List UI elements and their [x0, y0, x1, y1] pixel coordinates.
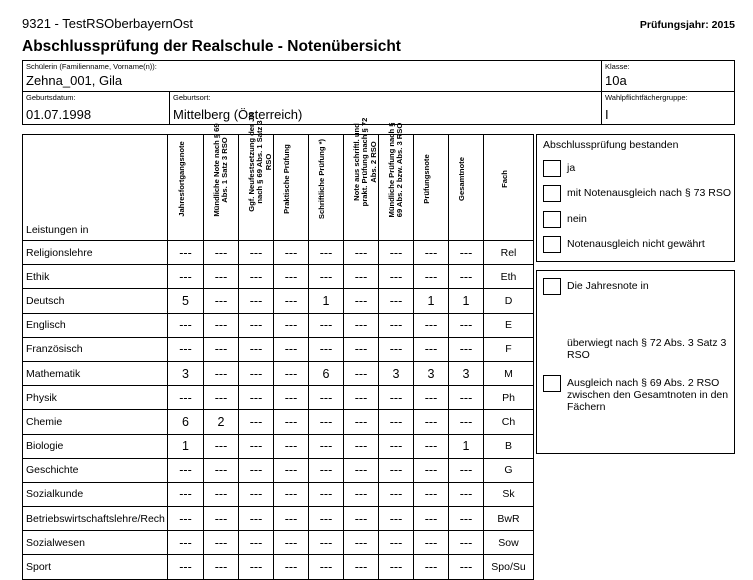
- subject-name: Sozialkunde: [23, 482, 168, 506]
- grade-cell: ---: [309, 434, 344, 458]
- grade-cell: ---: [204, 241, 239, 265]
- subject-name: Ethik: [23, 265, 168, 289]
- grade-cell: ---: [344, 410, 379, 434]
- grade-cell: ---: [449, 458, 484, 482]
- grade-cell: ---: [449, 241, 484, 265]
- grade-cell: ---: [449, 482, 484, 506]
- passed-yes-checkbox[interactable]: [543, 160, 561, 177]
- grade-cell: ---: [309, 337, 344, 361]
- column-header-label: Note aus schriftl. und prakt. Prüfung nach § 72 Abs. 2 RSO: [352, 117, 378, 207]
- grade-cell: ---: [449, 410, 484, 434]
- grade-cell: ---: [204, 555, 239, 579]
- grade-cell: 1: [414, 289, 449, 313]
- grade-cell: ---: [274, 434, 309, 458]
- grade-cell: 1: [449, 434, 484, 458]
- birth-place-label: Geburtsort:: [173, 93, 211, 102]
- grade-cell: ---: [379, 434, 414, 458]
- table-row: [23, 458, 534, 482]
- grade-cell: ---: [239, 410, 274, 434]
- grade-cell: ---: [274, 337, 309, 361]
- grade-cell: ---: [414, 531, 449, 555]
- grade-cell: ---: [379, 555, 414, 579]
- column-header-7: [414, 135, 449, 241]
- grade-cell: ---: [379, 507, 414, 531]
- grade-cell: ---: [309, 482, 344, 506]
- passed-no-label: nein: [567, 213, 587, 225]
- grade-cell: ---: [204, 507, 239, 531]
- class-value: 10a: [605, 73, 627, 88]
- elective-group-label: Wahlpflichtfächergruppe:: [605, 93, 688, 102]
- subject-name: Mathematik: [23, 361, 168, 385]
- student-name-field: [22, 60, 602, 92]
- grade-cell: ---: [274, 241, 309, 265]
- subject-abbreviation: BwR: [484, 507, 534, 531]
- grade-cell: ---: [204, 386, 239, 410]
- exam-year: Prüfungsjahr: 2015: [639, 19, 735, 31]
- grade-cell: 1: [449, 289, 484, 313]
- grade-cell: ---: [414, 434, 449, 458]
- grade-cell: ---: [204, 289, 239, 313]
- grade-cell: 3: [414, 361, 449, 385]
- exam-passed-title: Abschlussprüfung bestanden: [543, 139, 679, 151]
- grade-cell: ---: [449, 531, 484, 555]
- birth-date-value: 01.07.1998: [26, 107, 92, 122]
- grade-cell: ---: [344, 482, 379, 506]
- grade-cell: ---: [274, 289, 309, 313]
- grade-cell: ---: [344, 555, 379, 579]
- grade-cell: ---: [239, 289, 274, 313]
- grade-cell: ---: [168, 507, 204, 531]
- grade-cell: ---: [414, 458, 449, 482]
- grade-cell: 3: [379, 361, 414, 385]
- grade-cell: ---: [168, 555, 204, 579]
- grade-cell: ---: [204, 482, 239, 506]
- subject-abbreviation: Sow: [484, 531, 534, 555]
- grade-cell: ---: [449, 386, 484, 410]
- grade-cell: ---: [168, 531, 204, 555]
- grade-cell: ---: [344, 458, 379, 482]
- grade-cell: ---: [239, 531, 274, 555]
- grade-cell: ---: [309, 241, 344, 265]
- column-header-label: Ggf. Neufestsetzung der JN nach § 69 Abs. 1 Satz 3 RSO: [247, 112, 273, 212]
- grade-cell: ---: [344, 265, 379, 289]
- subject-name: Geschichte: [23, 458, 168, 482]
- grade-cell: ---: [239, 482, 274, 506]
- birth-date-label: Geburtsdatum:: [26, 93, 76, 102]
- subject-abbreviation: Rel: [484, 241, 534, 265]
- grade-cell: ---: [414, 265, 449, 289]
- column-header-6: [379, 122, 414, 241]
- elective-group-value: I: [605, 107, 609, 122]
- grade-cell: ---: [379, 482, 414, 506]
- grade-cell: ---: [204, 337, 239, 361]
- subject-abbreviation: D: [484, 289, 534, 313]
- grade-cell: ---: [449, 555, 484, 579]
- table-row: [23, 313, 534, 337]
- table-row: [23, 555, 534, 579]
- column-header-label: Fach: [499, 169, 509, 188]
- column-header-label: Prüfungsnote: [422, 153, 431, 204]
- subject-abbreviation: Eth: [484, 265, 534, 289]
- column-header-0: [168, 135, 204, 241]
- table-row: [23, 434, 534, 458]
- class-field: [601, 60, 735, 92]
- column-header-label: Jahresfortgangsnote: [176, 140, 186, 217]
- grade-cell: ---: [204, 531, 239, 555]
- subject-name: Englisch: [23, 313, 168, 337]
- grade-cell: 3: [449, 361, 484, 385]
- grade-cell: ---: [414, 482, 449, 506]
- grade-cell: ---: [168, 386, 204, 410]
- grades-header-row: [23, 135, 534, 241]
- table-row: [23, 289, 534, 313]
- grade-cell: ---: [414, 507, 449, 531]
- grade-cell: ---: [379, 386, 414, 410]
- grade-cell: ---: [344, 434, 379, 458]
- subject-abbreviation: F: [484, 337, 534, 361]
- no-compensation-checkbox[interactable]: [543, 236, 561, 253]
- table-row: [23, 361, 534, 385]
- compensation-label: Ausgleich nach § 69 Abs. 2 RSO zwischen den Gesamtnoten in den Fächern: [567, 377, 729, 413]
- elective-group-field: [601, 91, 735, 125]
- grade-cell: ---: [274, 313, 309, 337]
- grade-cell: ---: [168, 482, 204, 506]
- grade-cell: ---: [274, 555, 309, 579]
- grade-cell: ---: [449, 337, 484, 361]
- grade-cell: ---: [379, 289, 414, 313]
- grade-cell: ---: [379, 410, 414, 434]
- grade-cell: ---: [239, 337, 274, 361]
- grade-cell: ---: [344, 531, 379, 555]
- subject-name: Chemie: [23, 410, 168, 434]
- annual-grade-checkbox[interactable]: [543, 278, 561, 295]
- grade-cell: ---: [309, 531, 344, 555]
- exam-passed-panel: [536, 134, 735, 262]
- grade-cell: ---: [274, 507, 309, 531]
- grade-cell: ---: [379, 531, 414, 555]
- grade-cell: ---: [168, 313, 204, 337]
- subject-abbreviation: B: [484, 434, 534, 458]
- table-row: [23, 386, 534, 410]
- grade-cell: ---: [168, 265, 204, 289]
- grade-cell: ---: [379, 241, 414, 265]
- grade-cell: ---: [309, 410, 344, 434]
- subject-abbreviation: M: [484, 361, 534, 385]
- grade-cell: 1: [168, 434, 204, 458]
- subject-name: Deutsch: [23, 289, 168, 313]
- column-header-2: [239, 112, 274, 241]
- grade-cell: ---: [274, 458, 309, 482]
- grade-cell: ---: [344, 289, 379, 313]
- grade-cell: ---: [239, 265, 274, 289]
- grade-cell: ---: [449, 507, 484, 531]
- grade-cell: 2: [204, 410, 239, 434]
- grade-cell: ---: [344, 386, 379, 410]
- table-row: [23, 531, 534, 555]
- grade-cell: ---: [239, 555, 274, 579]
- grade-cell: ---: [239, 458, 274, 482]
- grade-cell: ---: [239, 434, 274, 458]
- no-compensation-label: Notenausgleich nicht gewährt: [567, 238, 705, 250]
- subject-name: Biologie: [23, 434, 168, 458]
- birth-date-field: [22, 91, 170, 125]
- compensation-checkbox[interactable]: [543, 375, 561, 392]
- passed-compensation-label: mit Notenausgleich nach § 73 RSO: [567, 187, 732, 199]
- subject-abbreviation: Spo/Su: [484, 555, 534, 579]
- grade-cell: ---: [309, 386, 344, 410]
- column-header-label: Mündliche Prüfung nach § 69 Abs. 2 bzw. Abs. 3 RSO: [387, 122, 405, 218]
- grade-cell: ---: [239, 241, 274, 265]
- subject-name: Betriebswirtschaftslehre/Rech: [23, 507, 168, 531]
- grade-cell: 6: [309, 361, 344, 385]
- grade-cell: ---: [204, 458, 239, 482]
- grade-cell: ---: [379, 265, 414, 289]
- subject-name: Religionslehre: [23, 241, 168, 265]
- grade-cell: ---: [379, 458, 414, 482]
- subject-name: Französisch: [23, 337, 168, 361]
- column-header-label: Gesamtnote: [457, 156, 466, 201]
- grade-cell: ---: [274, 386, 309, 410]
- grade-cell: ---: [309, 313, 344, 337]
- grade-cell: 5: [168, 289, 204, 313]
- grade-cell: ---: [414, 555, 449, 579]
- annual-grade-panel: [536, 270, 735, 454]
- grade-cell: ---: [414, 241, 449, 265]
- grade-cell: ---: [274, 410, 309, 434]
- grade-cell: ---: [449, 265, 484, 289]
- subject-abbreviation: G: [484, 458, 534, 482]
- column-header-4: [309, 135, 344, 241]
- birth-place-field: [169, 91, 602, 125]
- table-row: [23, 410, 534, 434]
- column-header-1: [204, 123, 239, 241]
- subject-name: Sport: [23, 555, 168, 579]
- column-header-8: [449, 135, 484, 241]
- grade-cell: ---: [239, 386, 274, 410]
- grades-table-body: [23, 241, 534, 580]
- page-title: Abschlussprüfung der Realschule - Notenübersicht: [22, 38, 401, 55]
- subject-name: Physik: [23, 386, 168, 410]
- grade-cell: ---: [309, 265, 344, 289]
- grade-cell: ---: [414, 410, 449, 434]
- grade-cell: 3: [168, 361, 204, 385]
- grade-cell: 1: [309, 289, 344, 313]
- grade-cell: ---: [274, 265, 309, 289]
- grade-cell: ---: [274, 482, 309, 506]
- grade-cell: ---: [239, 313, 274, 337]
- table-row: [23, 482, 534, 506]
- column-header-label: Schriftliche Prüfung *): [317, 138, 326, 219]
- table-row: [23, 265, 534, 289]
- grade-cell: ---: [414, 337, 449, 361]
- annual-grade-label: Die Jahresnote in: [567, 280, 649, 292]
- grade-cell: ---: [204, 313, 239, 337]
- grade-cell: ---: [414, 313, 449, 337]
- table-row: [23, 337, 534, 361]
- grade-cell: ---: [274, 531, 309, 555]
- subject-abbreviation: E: [484, 313, 534, 337]
- subject-abbreviation: Ch: [484, 410, 534, 434]
- grade-cell: ---: [344, 361, 379, 385]
- student-name-label: Schülerin (Familienname, Vorname(n)):: [26, 62, 157, 71]
- grade-cell: ---: [239, 507, 274, 531]
- grade-cell: ---: [239, 361, 274, 385]
- grade-cell: ---: [168, 241, 204, 265]
- grade-cell: ---: [274, 361, 309, 385]
- passed-compensation-checkbox[interactable]: [543, 185, 561, 202]
- subject-name: Sozialwesen: [23, 531, 168, 555]
- grade-cell: ---: [204, 361, 239, 385]
- grade-cell: ---: [344, 507, 379, 531]
- grade-cell: ---: [379, 313, 414, 337]
- column-header-9: [484, 135, 534, 241]
- subject-abbreviation: Ph: [484, 386, 534, 410]
- school-name: 9321 - TestRSOberbayernOst: [22, 16, 194, 31]
- subject-column-header: Leistungen in: [23, 135, 168, 241]
- grade-cell: 6: [168, 410, 204, 434]
- grade-cell: ---: [309, 458, 344, 482]
- class-label: Klasse:: [605, 62, 630, 71]
- grade-cell: ---: [204, 265, 239, 289]
- column-header-label: Mündliche Note nach § 69 Abs. 1 Satz 3 RSO: [212, 123, 230, 217]
- column-header-5: [344, 117, 379, 241]
- passed-yes-label: ja: [567, 162, 576, 174]
- table-row: [23, 241, 534, 265]
- grade-cell: ---: [379, 337, 414, 361]
- grade-cell: ---: [414, 386, 449, 410]
- grade-cell: ---: [168, 337, 204, 361]
- subject-abbreviation: Sk: [484, 482, 534, 506]
- grade-cell: ---: [449, 313, 484, 337]
- grade-cell: ---: [309, 555, 344, 579]
- grade-cell: ---: [344, 241, 379, 265]
- table-row: [23, 507, 534, 531]
- passed-no-checkbox[interactable]: [543, 211, 561, 228]
- birth-place-value: Mittelberg (Österreich): [173, 107, 303, 122]
- grade-cell: ---: [344, 313, 379, 337]
- student-name-value: Zehna_001, Gila: [26, 73, 123, 88]
- grade-cell: ---: [344, 337, 379, 361]
- grade-cell: ---: [309, 507, 344, 531]
- annual-grade-note: überwiegt nach § 72 Abs. 3 Satz 3 RSO: [567, 337, 727, 361]
- column-header-label: Praktische Prüfung: [282, 143, 291, 214]
- column-header-3: [274, 135, 309, 241]
- grade-cell: ---: [168, 458, 204, 482]
- grade-cell: ---: [204, 434, 239, 458]
